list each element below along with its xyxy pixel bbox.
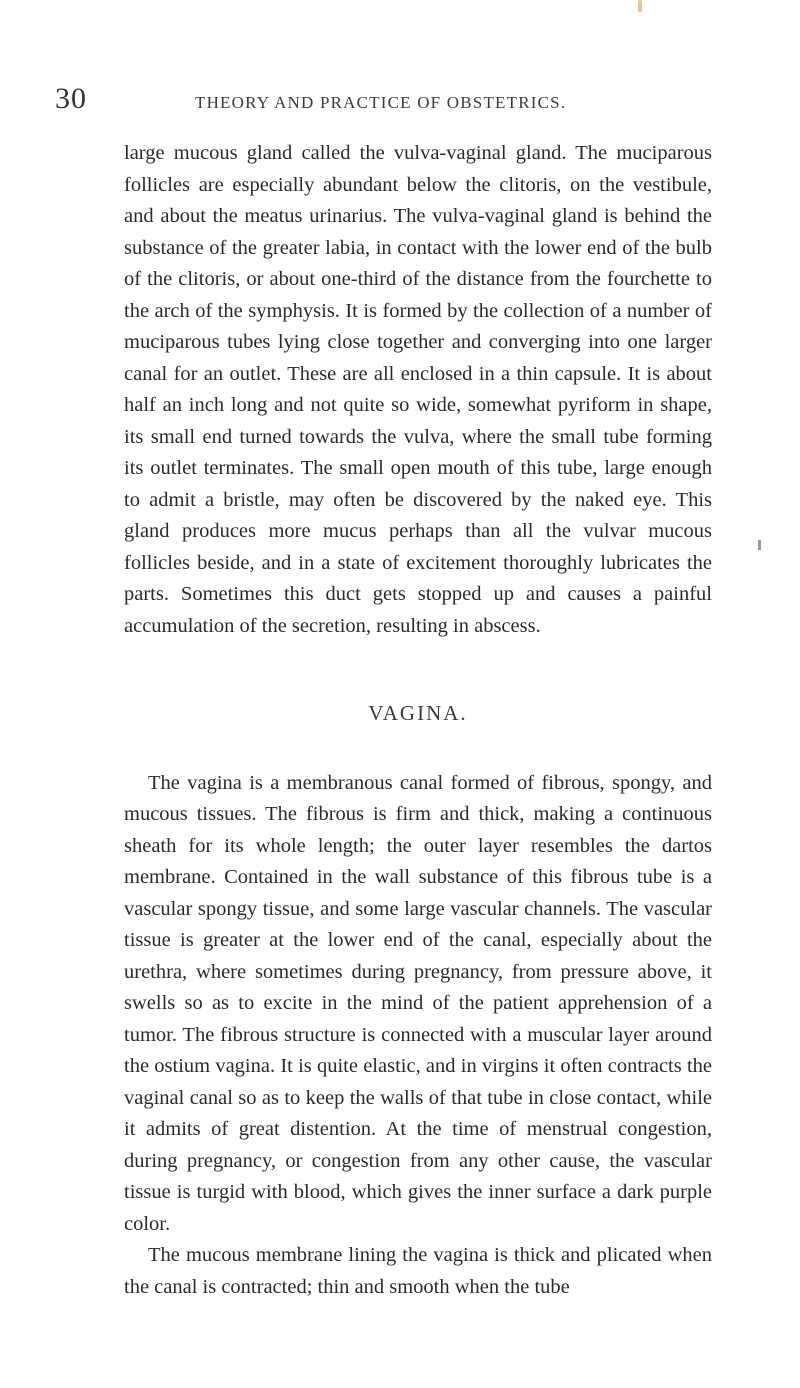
body-text	[124, 138, 712, 1303]
paragraph-vulva-vaginal-gland: large mucous gland called the vulva-vaginal gland. The muciparous follicles are especially abundant below the clitoris, on the vestibule, and about the meatus urinarius. The vulva-vaginal gland is behind the substance of the greater labia, in contact with the lower end of the bulb of the clitoris, or about one-third of the distance from the fourchette to the arch of the symphysis. It is formed by the collection of a number of muciparous tubes lying close together and converging into one larger canal for an outlet. These are all enclosed in a thin capsule. It is about half an inch long and not quite so wide, somewhat pyriform in shape, its small end turned towards the vulva, where the small tube forming its outlet terminates. The small open mouth of this tube, large enough to admit a bristle, may often be discovered by the naked eye. This gland produces more mucus perhaps than all the vulvar mucous follicles beside, and in a state of excitement thoroughly lubricates the parts. Sometimes this duct gets stopped up and causes a painful accumulation of the secretion, resulting in abscess.	[124, 142, 712, 637]
page-number: 30	[55, 82, 87, 115]
running-header	[55, 82, 735, 118]
paragraph-mucous-membrane: The mucous membrane lining the vagina is thick and plicated when the canal is contracted; thin and smooth when the tube	[124, 1244, 712, 1298]
margin-mark	[758, 540, 761, 550]
running-title: THEORY AND PRACTICE OF OBSTETRICS.	[195, 93, 567, 112]
paragraph-vagina-structure: The vagina is a membranous canal formed of fibrous, spongy, and mucous tissues. The fibrous is firm and thick, making a continuous sheath for its whole length; the outer layer resembles the dartos membrane. Contained in the wall substance of this fibrous tube is a vascular spongy tissue, and some large vascular channels. The vascular tissue is greater at the lower end of the canal, especially about the urethra, where sometimes during pregnancy, from pressure above, it swells so as to excite in the mind of the patient apprehension of a tumor. The fibrous structure is connected with a muscular layer around the ostium vagina. It is quite elastic, and in virgins it often contracts the vaginal canal so as to keep the walls of that tube in close contact, while it admits of great distention. At the time of menstrual congestion, during pregnancy, or congestion from any other cause, the vascular tissue is turgid with blood, which gives the inner surface a dark purple color.	[124, 771, 712, 1235]
stray-ink-mark	[638, 0, 642, 12]
section-heading-vagina: VAGINA.	[368, 701, 468, 725]
